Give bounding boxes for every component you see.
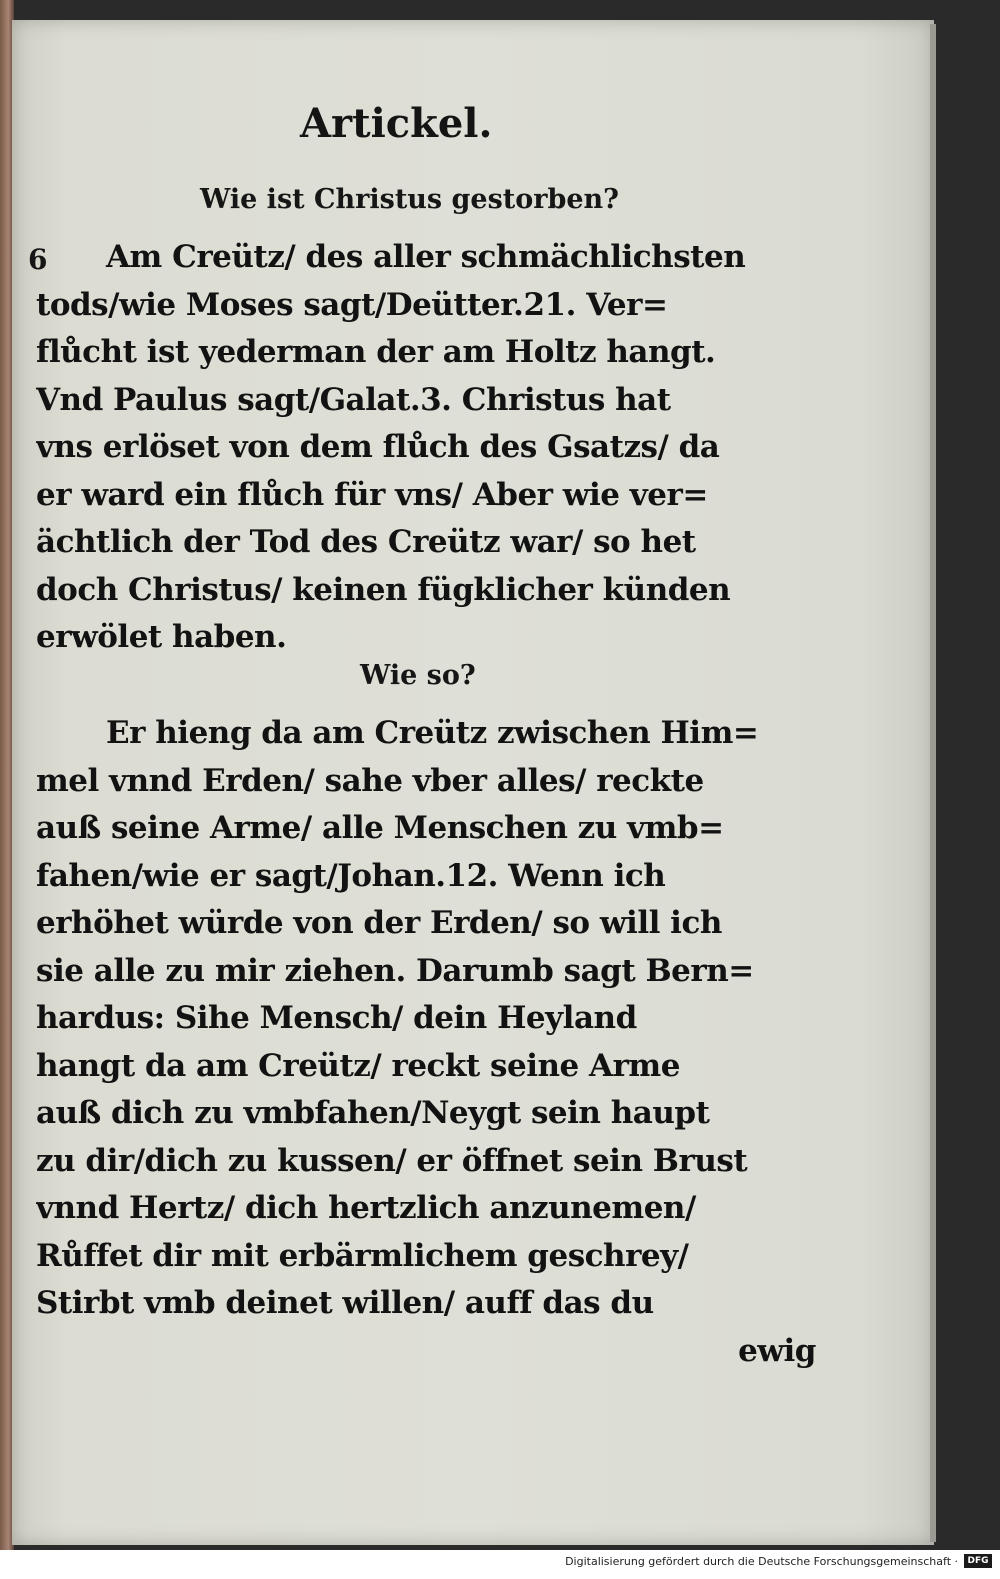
text-line: tods/wie Moses sagt/Deütter.21. Ver= bbox=[36, 286, 668, 323]
text-line: er ward ein flůch für vns/ Aber wie ver= bbox=[36, 476, 708, 513]
funding-credit: Digitalisierung gefördert durch die Deutsche Forschungsgemeinschaft · bbox=[565, 1555, 958, 1568]
question-heading-1: Wie ist Christus gestorben? bbox=[200, 184, 619, 215]
text-line: erhöhet würde von der Erden/ so will ich bbox=[36, 905, 722, 941]
paragraph-1 bbox=[36, 234, 811, 662]
text-line: ächtlich der Tod des Creütz war/ so het bbox=[36, 524, 696, 560]
text-line: Stirbt vmb deinet willen/ auff das du bbox=[36, 1285, 654, 1321]
dfg-logo: DFG bbox=[964, 1554, 992, 1568]
running-head: Artickel. bbox=[300, 100, 493, 147]
text-line: fahen/wie er sagt/Johan.12. Wenn ich bbox=[36, 857, 666, 894]
text-line: doch Christus/ keinen fügklicher künden bbox=[36, 571, 731, 608]
text-line: Růffet dir mit erbärmlichem geschrey/ bbox=[36, 1237, 689, 1274]
text-line: hangt da am Creütz/ reckt seine Arme bbox=[36, 1047, 680, 1084]
text-line: zu dir/dich zu kussen/ er öffnet sein Brust bbox=[36, 1142, 748, 1179]
text-line: hardus: Sihe Mensch/ dein Heyland bbox=[36, 1000, 637, 1036]
text-line: mel vnnd Erden/ sahe vber alles/ reckte bbox=[36, 762, 704, 799]
text-line: sie alle zu mir ziehen. Darumb sagt Bern= bbox=[36, 952, 754, 989]
text-line: auß seine Arme/ alle Menschen zu vmb= bbox=[36, 810, 724, 846]
text-line: Er hieng da am Creütz zwischen Him= bbox=[106, 715, 759, 751]
text-line: flůcht ist yederman der am Holtz hangt. bbox=[36, 334, 716, 370]
text-line: Vnd Paulus sagt/Galat.3. Christus hat bbox=[36, 381, 671, 418]
text-line: vnnd Hertz/ dich hertzlich anzunemen/ bbox=[36, 1190, 696, 1226]
catchword: ewig bbox=[738, 1332, 816, 1369]
question-heading-2: Wie so? bbox=[360, 660, 476, 691]
paragraph-2 bbox=[36, 710, 816, 1375]
text-line: Am Creütz/ des aller schmächlichsten bbox=[106, 239, 746, 275]
text-line: erwölet haben. bbox=[36, 619, 287, 655]
text-line: auß dich zu vmbfahen/Neygt sein haupt bbox=[36, 1095, 710, 1131]
margin-marker: 6 bbox=[28, 243, 48, 276]
page-edge bbox=[930, 24, 936, 1542]
text-line: vns erlöset von dem flůch des Gsatzs/ da bbox=[36, 429, 720, 465]
